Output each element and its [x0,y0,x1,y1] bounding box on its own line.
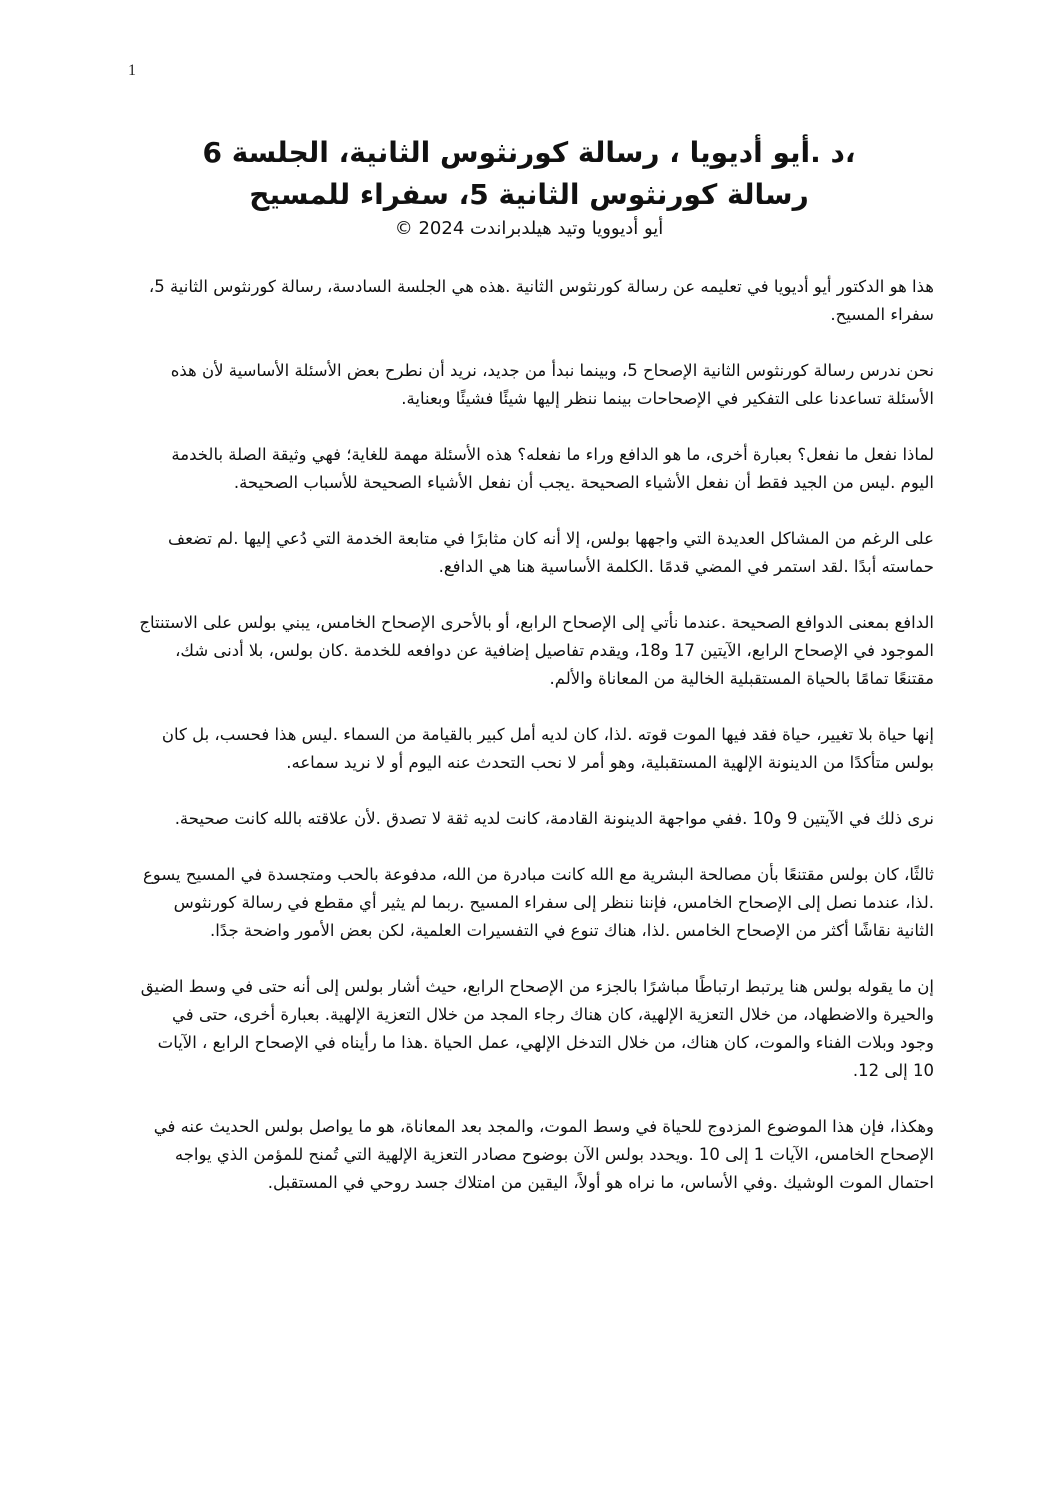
paragraph-1: هذا هو الدكتور أيو أديويا في تعليمه عن رسالة كورنثوس الثانية .هذه هي الجلسة السادسة، رسالة كورنثوس الثانية 5، سفراء المسيح. [148,277,934,324]
paragraph-8: ثالثًا، كان بولس مقتنعًا بأن مصالحة البشرية مع الله كانت مبادرة من الله، مدفوعة بالحب ومتجسدة في المسيح يسوع .لذا، عندما نصل إلى الإصحاح الخامس، فإننا ننظر إلى سفراء المسيح .ربما لم يثير أي مقطع في رسالة كورنثوس الثانية نقاشًا أكثر من الإصحاح الخامس .لذا، هناك تنوع في التفسيرات العلمية، لكن بعض الأمور واضحة جدًا. [142,865,934,940]
paragraph-4: على الرغم من المشاكل العديدة التي واجهها بولس، إلا أنه كان مثابرًا في متابعة الخدمة التي دُعي إليها .لم تضعف حماسته أبدًا .لقد استمر في المضي قدمًا .الكلمة الأساسية هنا هي الدافع. [168,529,934,576]
paragraph-10: وهكذا، فإن هذا الموضوع المزدوج للحياة في وسط الموت، والمجد بعد المعاناة، هو ما يواصل بولس الحديث عنه في الإصحاح الخامس، الآيات 1 إلى 10 .ويحدد بولس الآن بوضوح مصادر التعزية الإلهية التي تُمنح للمؤمن الذي يواجه احتمال الموت الوشيك .وفي الأساس، ما نراه هو أولاً، اليقين من امتلاك جسد روحي في المستقبل. [153,1117,934,1192]
paragraph-9: إن ما يقوله بولس هنا يرتبط ارتباطًا مباشرًا بالجزء من الإصحاح الرابع، حيث أشار بولس إلى أنه حتى في وسط الضيق والحيرة والاضطهاد، من خلال التعزية الإلهية، كان هناك رجاء المجد من خلال التعزية الإلهية. بعبارة أخرى، حتى في وجود وبلات الفناء والموت، كان هناك، من خلال التدخل الإلهي، عمل الحياة .هذا ما رأيناه في الإصحاح الرابع ، الآيات 10 إلى 12. [140,977,934,1080]
paragraph-3: لماذا نفعل ما نفعل؟ بعبارة أخرى، ما هو الدافع وراء ما نفعله؟ هذه الأسئلة مهمة للغاية؛ فهي وثيقة الصلة بالخدمة اليوم .ليس من الجيد فقط أن نفعل الأشياء الصحيحة .يجب أن نفعل الأشياء الصحيحة للأسباب الصحيحة. [171,445,934,492]
paragraph-2: نحن ندرس رسالة كورنثوس الثانية الإصحاح 5، وبينما نبدأ من جديد، نريد أن نطرح بعض الأسئلة الأساسية لأن هذه الأسئلة تساعدنا على التفكير في الإصحاحات بينما ننظر إليها شيئًا فشيئًا وبعناية. [170,361,934,408]
document-body [136,273,934,1225]
document-header [120,132,938,242]
page-number: 1 [128,62,136,79]
copyright-line: أيو أديوويا وتيد هيلدبراندت 2024 © [394,218,664,239]
paragraph-5: الدافع بمعنى الدوافع الصحيحة .عندما نأتي إلى الإصحاح الرابع، أو بالأحرى الإصحاح الخامس، يبني بولس على الاستنتاج الموجود في الإصحاح الرابع، الآيتين 17 و18، ويقدم تفاصيل إضافية عن دوافعه للخدمة .كان بولس، بلا أدنى شك، مقتنعًا تمامًا بالحياة المستقبلية الخالية من المعاناة والألم. [139,613,934,688]
document-title-line-1: ،د .أيو أديويا ، رسالة كورنثوس الثانية، الجلسة 6 [202,136,856,169]
document-title-line-2: رسالة كورنثوس الثانية 5، سفراء للمسيح [249,178,809,211]
paragraph-6: إنها حياة بلا تغيير، حياة فقد فيها الموت قوته .لذا، كان لديه أمل كبير بالقيامة من السماء .ليس هذا فحسب، بل كان بولس متأكدًا من الدينونة الإلهية المستقبلية، وهو أمر لا نحب التحدث عنه اليوم أو لا نريد سماعه. [161,725,934,772]
paragraph-7: نرى ذلك في الآيتين 9 و10 .ففي مواجهة الدينونة القادمة، كانت لديه ثقة لا تصدق .لأن علاقته بالله كانت صحيحة. [174,809,934,828]
